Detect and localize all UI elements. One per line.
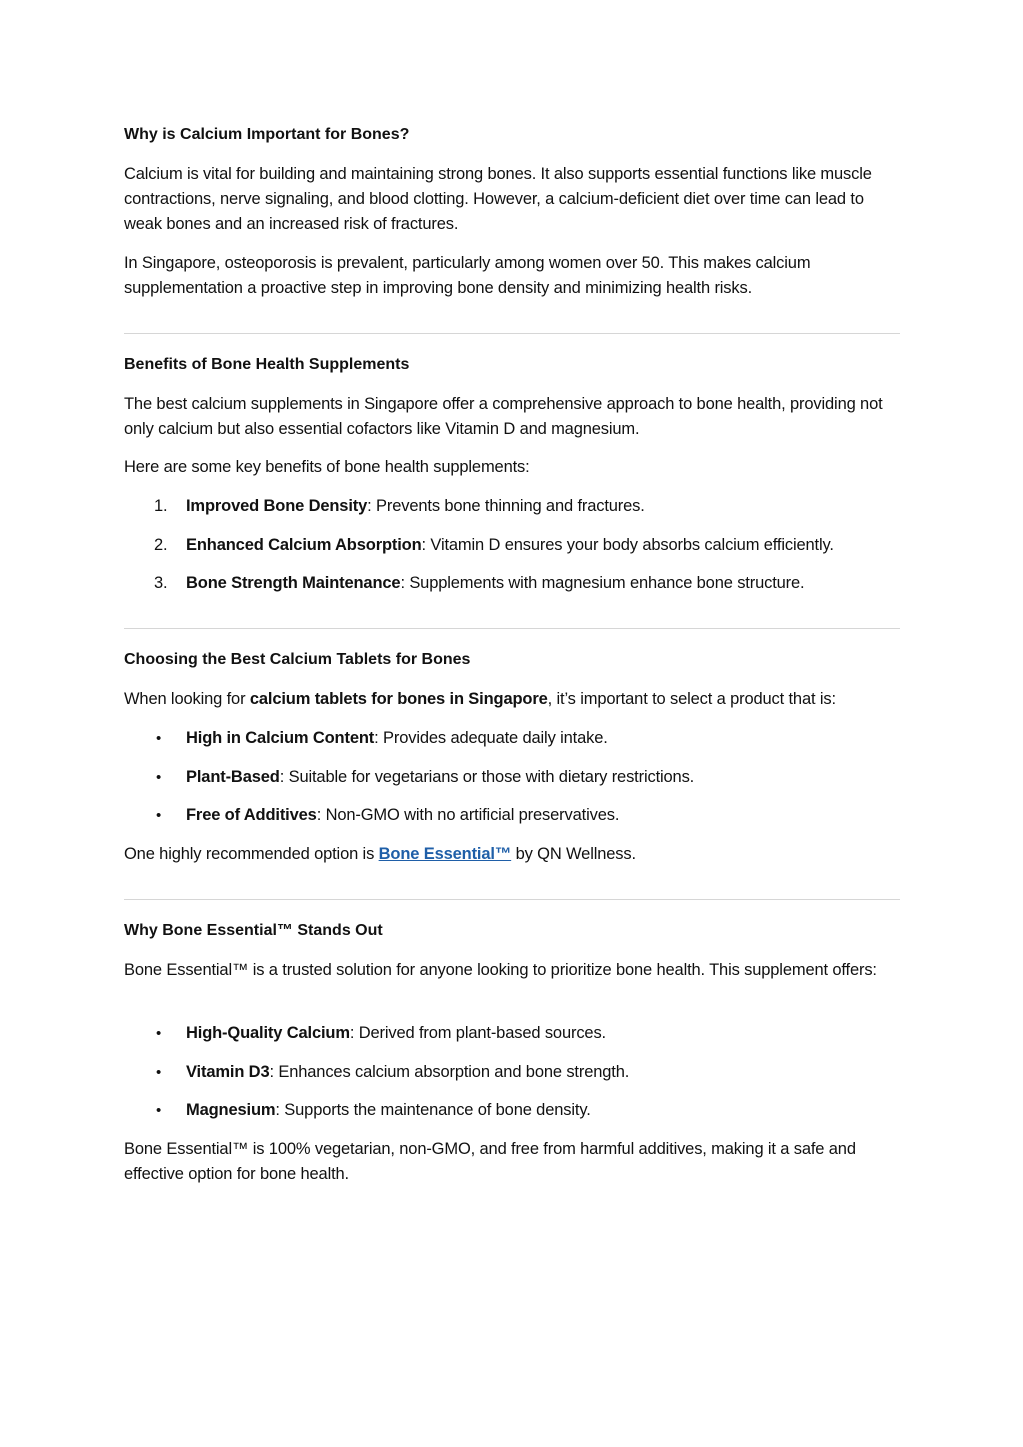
section-heading-calcium-importance: Why is Calcium Important for Bones?: [124, 126, 410, 143]
recommendation-text: One highly recommended option is: [124, 845, 379, 863]
bone-essential-link[interactable]: Bone Essential™: [378, 845, 512, 863]
section-heading-choosing-tablets: Choosing the Best Calcium Tablets for Bones: [124, 651, 471, 668]
list-term: Plant-Based: [186, 768, 280, 786]
section-heading-stands-out: Why Bone Essential™ Stands Out: [124, 922, 383, 939]
intro-text-end: , it’s important to select a product that is:: [547, 690, 836, 708]
list-description: : Vitamin D ensures your body absorbs calcium efficiently.: [421, 536, 834, 554]
intro-text: When looking for: [124, 690, 250, 708]
section-divider: [124, 333, 900, 334]
list-description: : Suitable for vegetarians or those with dietary restrictions.: [279, 768, 695, 786]
bullet-icon: •: [156, 769, 162, 786]
list-term: High-Quality Calcium: [186, 1024, 350, 1042]
list-term: Free of Additives: [186, 806, 317, 824]
list-description: : Provides adequate daily intake.: [374, 729, 608, 747]
list-description: : Prevents bone thinning and fractures.: [367, 497, 645, 515]
paragraph-trusted-solution: Bone Essential™ is a trusted solution for anyone looking to prioritize bone health. This supplement offers:: [124, 961, 877, 979]
recommendation-text-end: by QN Wellness.: [511, 845, 636, 863]
paragraph-best-supplements: The best calcium supplements in Singapore offer a comprehensive approach to bone health, providing not only calcium but also essential cofactors like Vitamin D and magnesium.: [124, 395, 883, 438]
list-term: Vitamin D3: [186, 1063, 270, 1081]
paragraph-osteoporosis: In Singapore, osteoporosis is prevalent, particularly among women over 50. This makes calcium supplementation a proactive step in improving bone density and minimizing health risks.: [124, 254, 811, 297]
list-description: : Derived from plant-based sources.: [349, 1024, 606, 1042]
list-description: : Supports the maintenance of bone density.: [275, 1101, 591, 1119]
list-number: 1.: [154, 497, 168, 515]
bullet-icon: •: [156, 807, 162, 824]
section-divider: [124, 899, 900, 900]
list-number: 3.: [154, 574, 168, 592]
bullet-icon: •: [156, 1102, 162, 1119]
list-term: Magnesium: [186, 1101, 276, 1119]
intro-bold-text: calcium tablets for bones in Singapore: [249, 690, 548, 708]
bullet-icon: •: [156, 1064, 162, 1081]
paragraph-closing: Bone Essential™ is 100% vegetarian, non-GMO, and free from harmful additives, making it a safe and effective option for bone health.: [124, 1140, 856, 1183]
list-description: : Non-GMO with no artificial preservatives.: [316, 806, 620, 824]
section-divider: [124, 628, 900, 629]
list-term: High in Calcium Content: [186, 729, 375, 747]
list-number: 2.: [154, 536, 168, 554]
bullet-icon: •: [156, 1025, 162, 1042]
list-term: Improved Bone Density: [186, 497, 368, 515]
list-description: : Enhances calcium absorption and bone strength.: [269, 1063, 630, 1081]
list-description: : Supplements with magnesium enhance bone structure.: [400, 574, 805, 592]
paragraph-choosing-intro: [124, 687, 900, 712]
list-term: Enhanced Calcium Absorption: [186, 536, 422, 554]
paragraph-recommendation: [124, 842, 900, 867]
paragraph-calcium-role: Calcium is vital for building and maintaining strong bones. It also supports essential functions like muscle contractions, nerve signaling, and blood clotting. However, a calcium-deficient diet over time can lead to weak bones and an increased risk of fractures.: [124, 165, 872, 233]
list-term: Bone Strength Maintenance: [186, 574, 401, 592]
bullet-icon: •: [156, 730, 162, 747]
paragraph-key-benefits-intro: Here are some key benefits of bone health supplements:: [124, 458, 530, 476]
section-heading-benefits: Benefits of Bone Health Supplements: [124, 356, 410, 373]
